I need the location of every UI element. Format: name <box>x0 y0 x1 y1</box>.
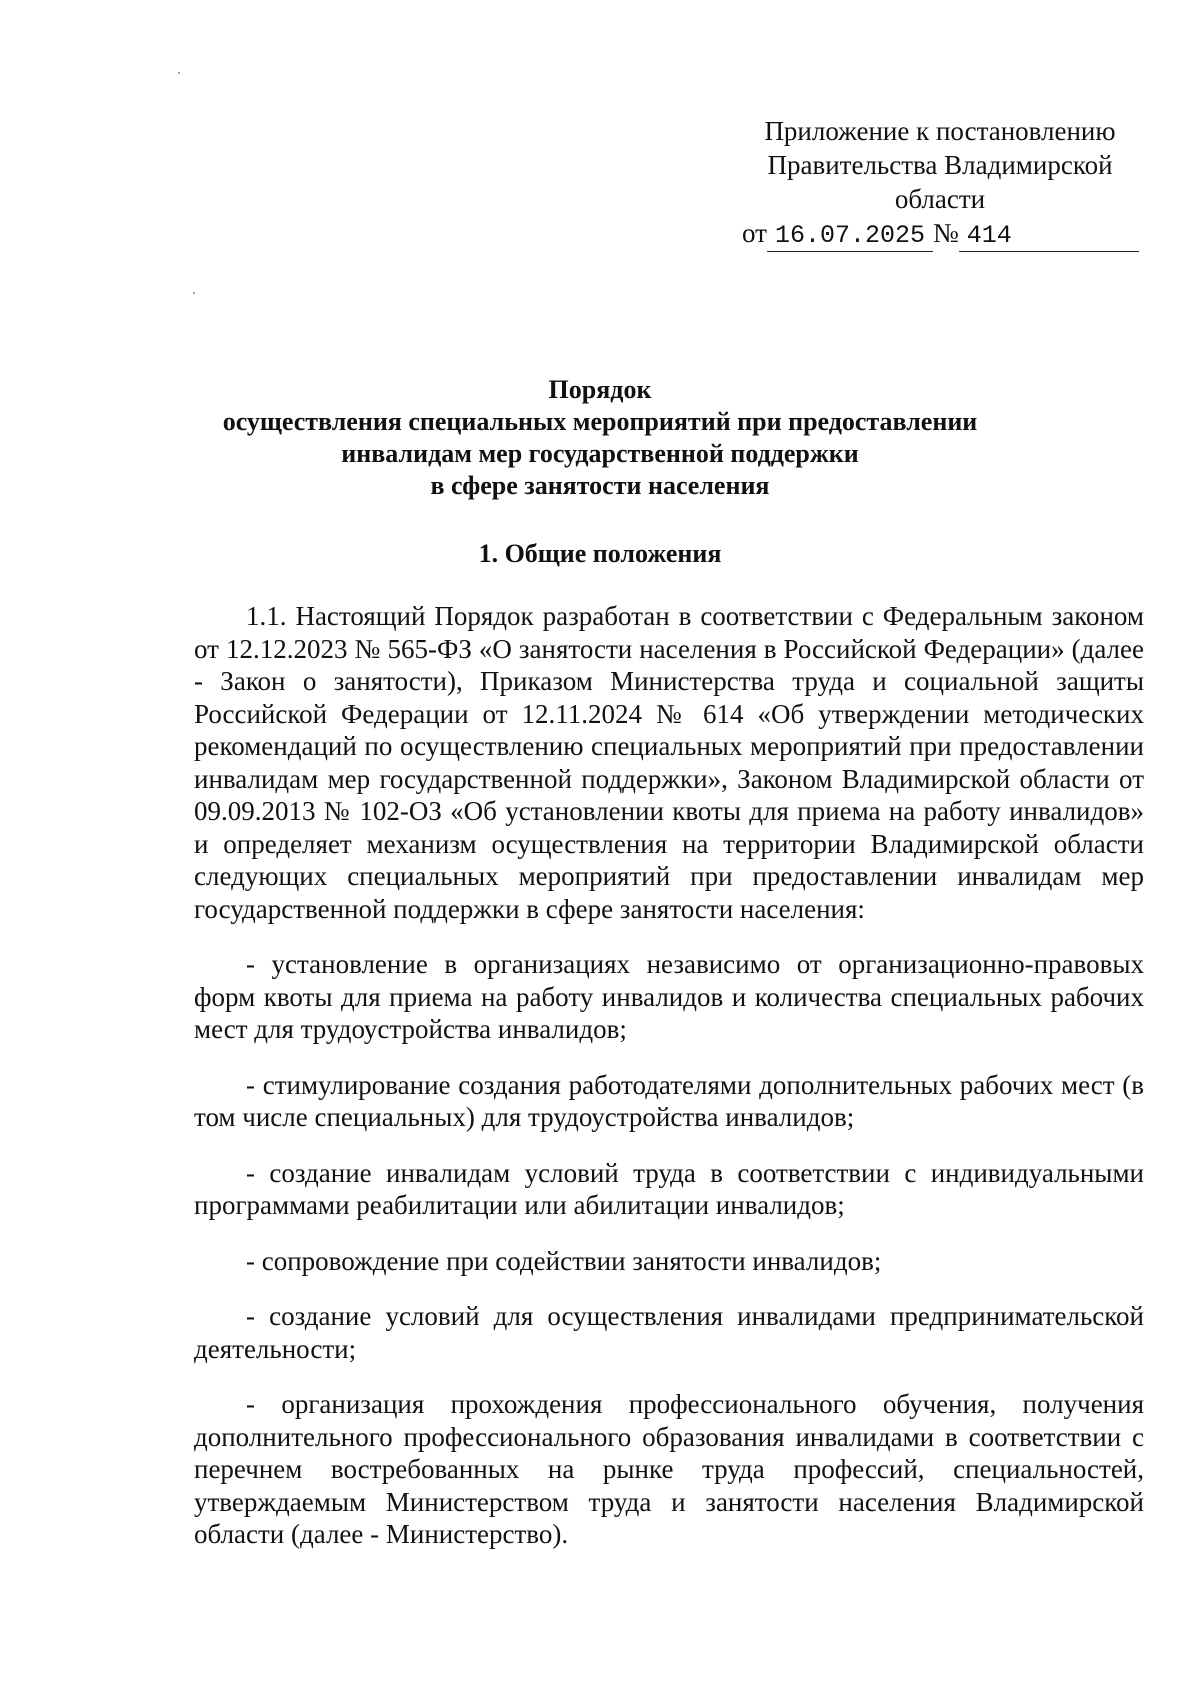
title-line-2: осуществления специальных мероприятий при предоставлении <box>222 407 978 436</box>
number-prefix: № <box>932 218 959 248</box>
scan-speck <box>193 292 195 294</box>
section-heading: 1. Общие положения <box>478 539 722 568</box>
list-item: - стимулирование создания работодателями дополнительных рабочих мест (в том числе специальных) для трудоустройства инвалидов; <box>194 1069 1144 1132</box>
title-line-1: Порядок <box>548 375 652 404</box>
paragraph-1-1: 1.1. Настоящий Порядок разработан в соответствии с Федеральным законом от 12.12.2023 № 565-ФЗ «О занятости населения в Российской Федерации» (далее - Закон о занятости), Приказом Министерства труда и социальной защиты Российской Федерации от 12.11.2024 № 614 «Об утверждении методических рекомендаций по осуществлению специальных мероприятий при предоставлении инвалидам мер государственной поддержки», Законом Владимирской области от 09.09.2013 № 102-ОЗ «Об установлении квоты для приема на работу инвалидов» и определяет механизм осуществления на территории Владимирской области следующих специальных мероприятий при предоставлении инвалидам мер государственной поддержки в сфере занятости населения: <box>194 601 1144 924</box>
list-item: - создание инвалидам условий труда в соответствии с индивидуальными программами реабилитации или абилитации инвалидов; <box>194 1157 1144 1220</box>
title-line-3: инвалидам мер государственной поддержки <box>341 439 859 468</box>
appendix-line-2: Правительства Владимирской <box>767 150 1113 180</box>
list-item: - организация прохождения профессионального обучения, получения дополнительного профессионального образования инвалидами в соответствии с перечнем востребованных на рынке труда профессий, специальностей, утверждаемым Министерством труда и занятости населения Владимирской области (далее - Министерство). <box>194 1389 1144 1549</box>
list-item: - создание условий для осуществления инвалидами предпринимательской деятельности; <box>194 1301 1144 1364</box>
appendix-line-1: Приложение к постановлению <box>764 116 1116 146</box>
list-item: - установление в организациях независимо от организационно-правовых форм квоты для приема на работу инвалидов и количества специальных рабочих мест для трудоустройства инвалидов; <box>194 949 1144 1044</box>
appendix-date-line <box>742 216 1160 252</box>
title-line-4: в сфере занятости населения <box>430 471 770 500</box>
document-title <box>0 374 1200 502</box>
number-value: 414 <box>959 221 1139 252</box>
list-item: - сопровождение при содействии занятости инвалидов; <box>246 1245 882 1276</box>
scan-speck <box>178 72 180 74</box>
appendix-header <box>720 114 1160 252</box>
date-prefix: от <box>742 218 767 248</box>
document-body <box>194 600 1144 1574</box>
appendix-line-3: области <box>894 184 986 214</box>
date-value: 16.07.2025 <box>767 221 933 252</box>
